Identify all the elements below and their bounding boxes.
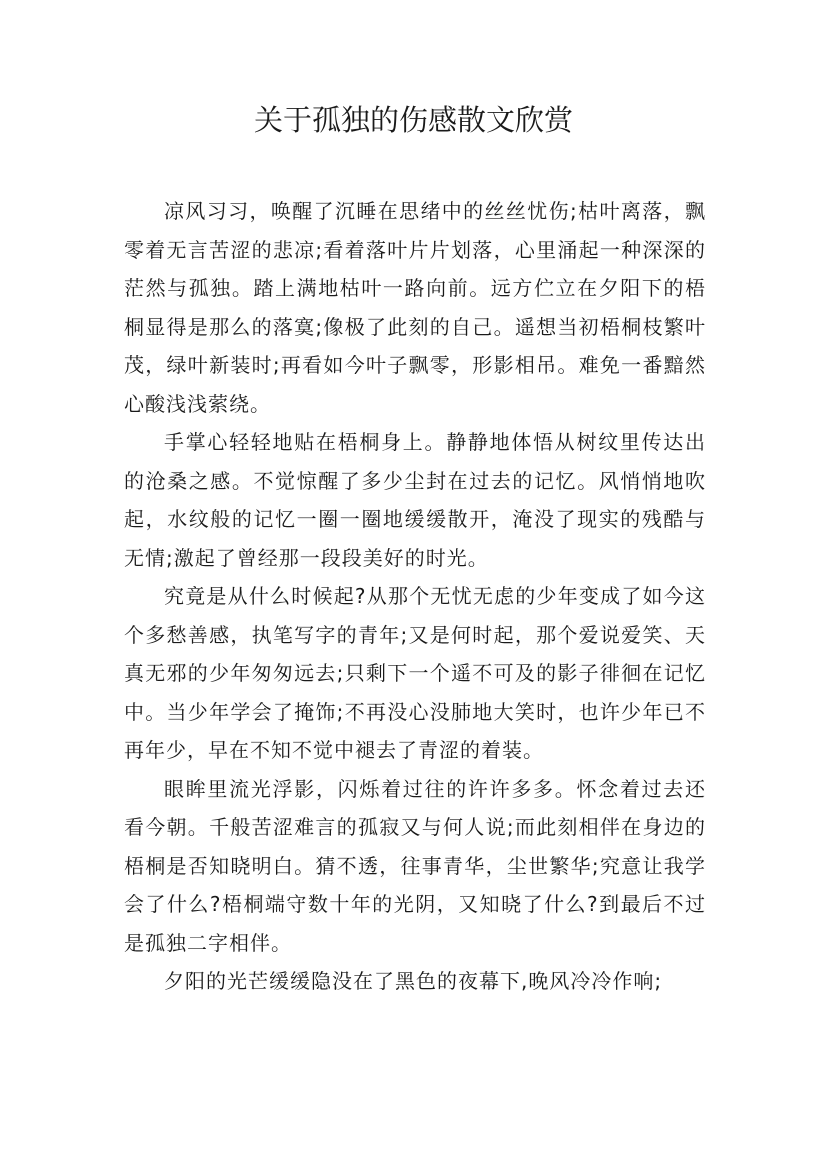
article-body xyxy=(124,192,706,1001)
page-title: 关于孤独的伤感散文欣赏 xyxy=(253,103,573,137)
paragraph-4: 眼眸里流光浮影，闪烁着过往的许许多多。怀念着过去还看今朝。千般苦涩难言的孤寂又与何人说;而此刻相伴在身边的梧桐是否知晓明白。猜不透，往事青华，尘世繁华;究意让我学会了什么?梧桐端守数十年的光阴，又知晓了什么?到最后不过是孤独二字相伴。 xyxy=(124,776,706,955)
paragraph-3: 究竟是从什么时候起?从那个无忧无虑的少年变成了如今这个多愁善感，执笔写字的青年;又是何时起，那个爱说爱笑、天真无邪的少年匆匆远去;只剩下一个遥不可及的影子徘徊在记忆中。当少年学会了掩饰;不再没心没肺地大笑时，也许少年已不再年少，早在不知不觉中褪去了青涩的着装。 xyxy=(124,584,706,762)
paragraph-5: 夕阳的光芒缓缓隐没在了黑色的夜幕下,晚风冷冷作响; xyxy=(164,969,663,993)
paragraph-1: 凉风习习，唤醒了沉睡在思绪中的丝丝忧伤;枯叶离落，飘零着无言苦涩的悲凉;看着落叶片片划落，心里涌起一种深深的茫然与孤独。踏上满地枯叶一路向前。远方伫立在夕阳下的梧桐显得是那么的落寞;像极了此刻的自己。遥想当初梧桐枝繁叶茂，绿叶新装时;再看如今叶子飘零，形影相吊。难免一番黯然心酸浅浅萦绕。 xyxy=(124,199,706,416)
paragraph-2: 手掌心轻轻地贴在梧桐身上。静静地体悟从树纹里传达出的沧桑之感。不觉惊醒了多少尘封在过去的记忆。风悄悄地吹起，水纹般的记忆一圈一圈地缓缓散开，淹没了现实的残酷与无情;激起了曾经那一段段美好的时光。 xyxy=(124,430,706,570)
